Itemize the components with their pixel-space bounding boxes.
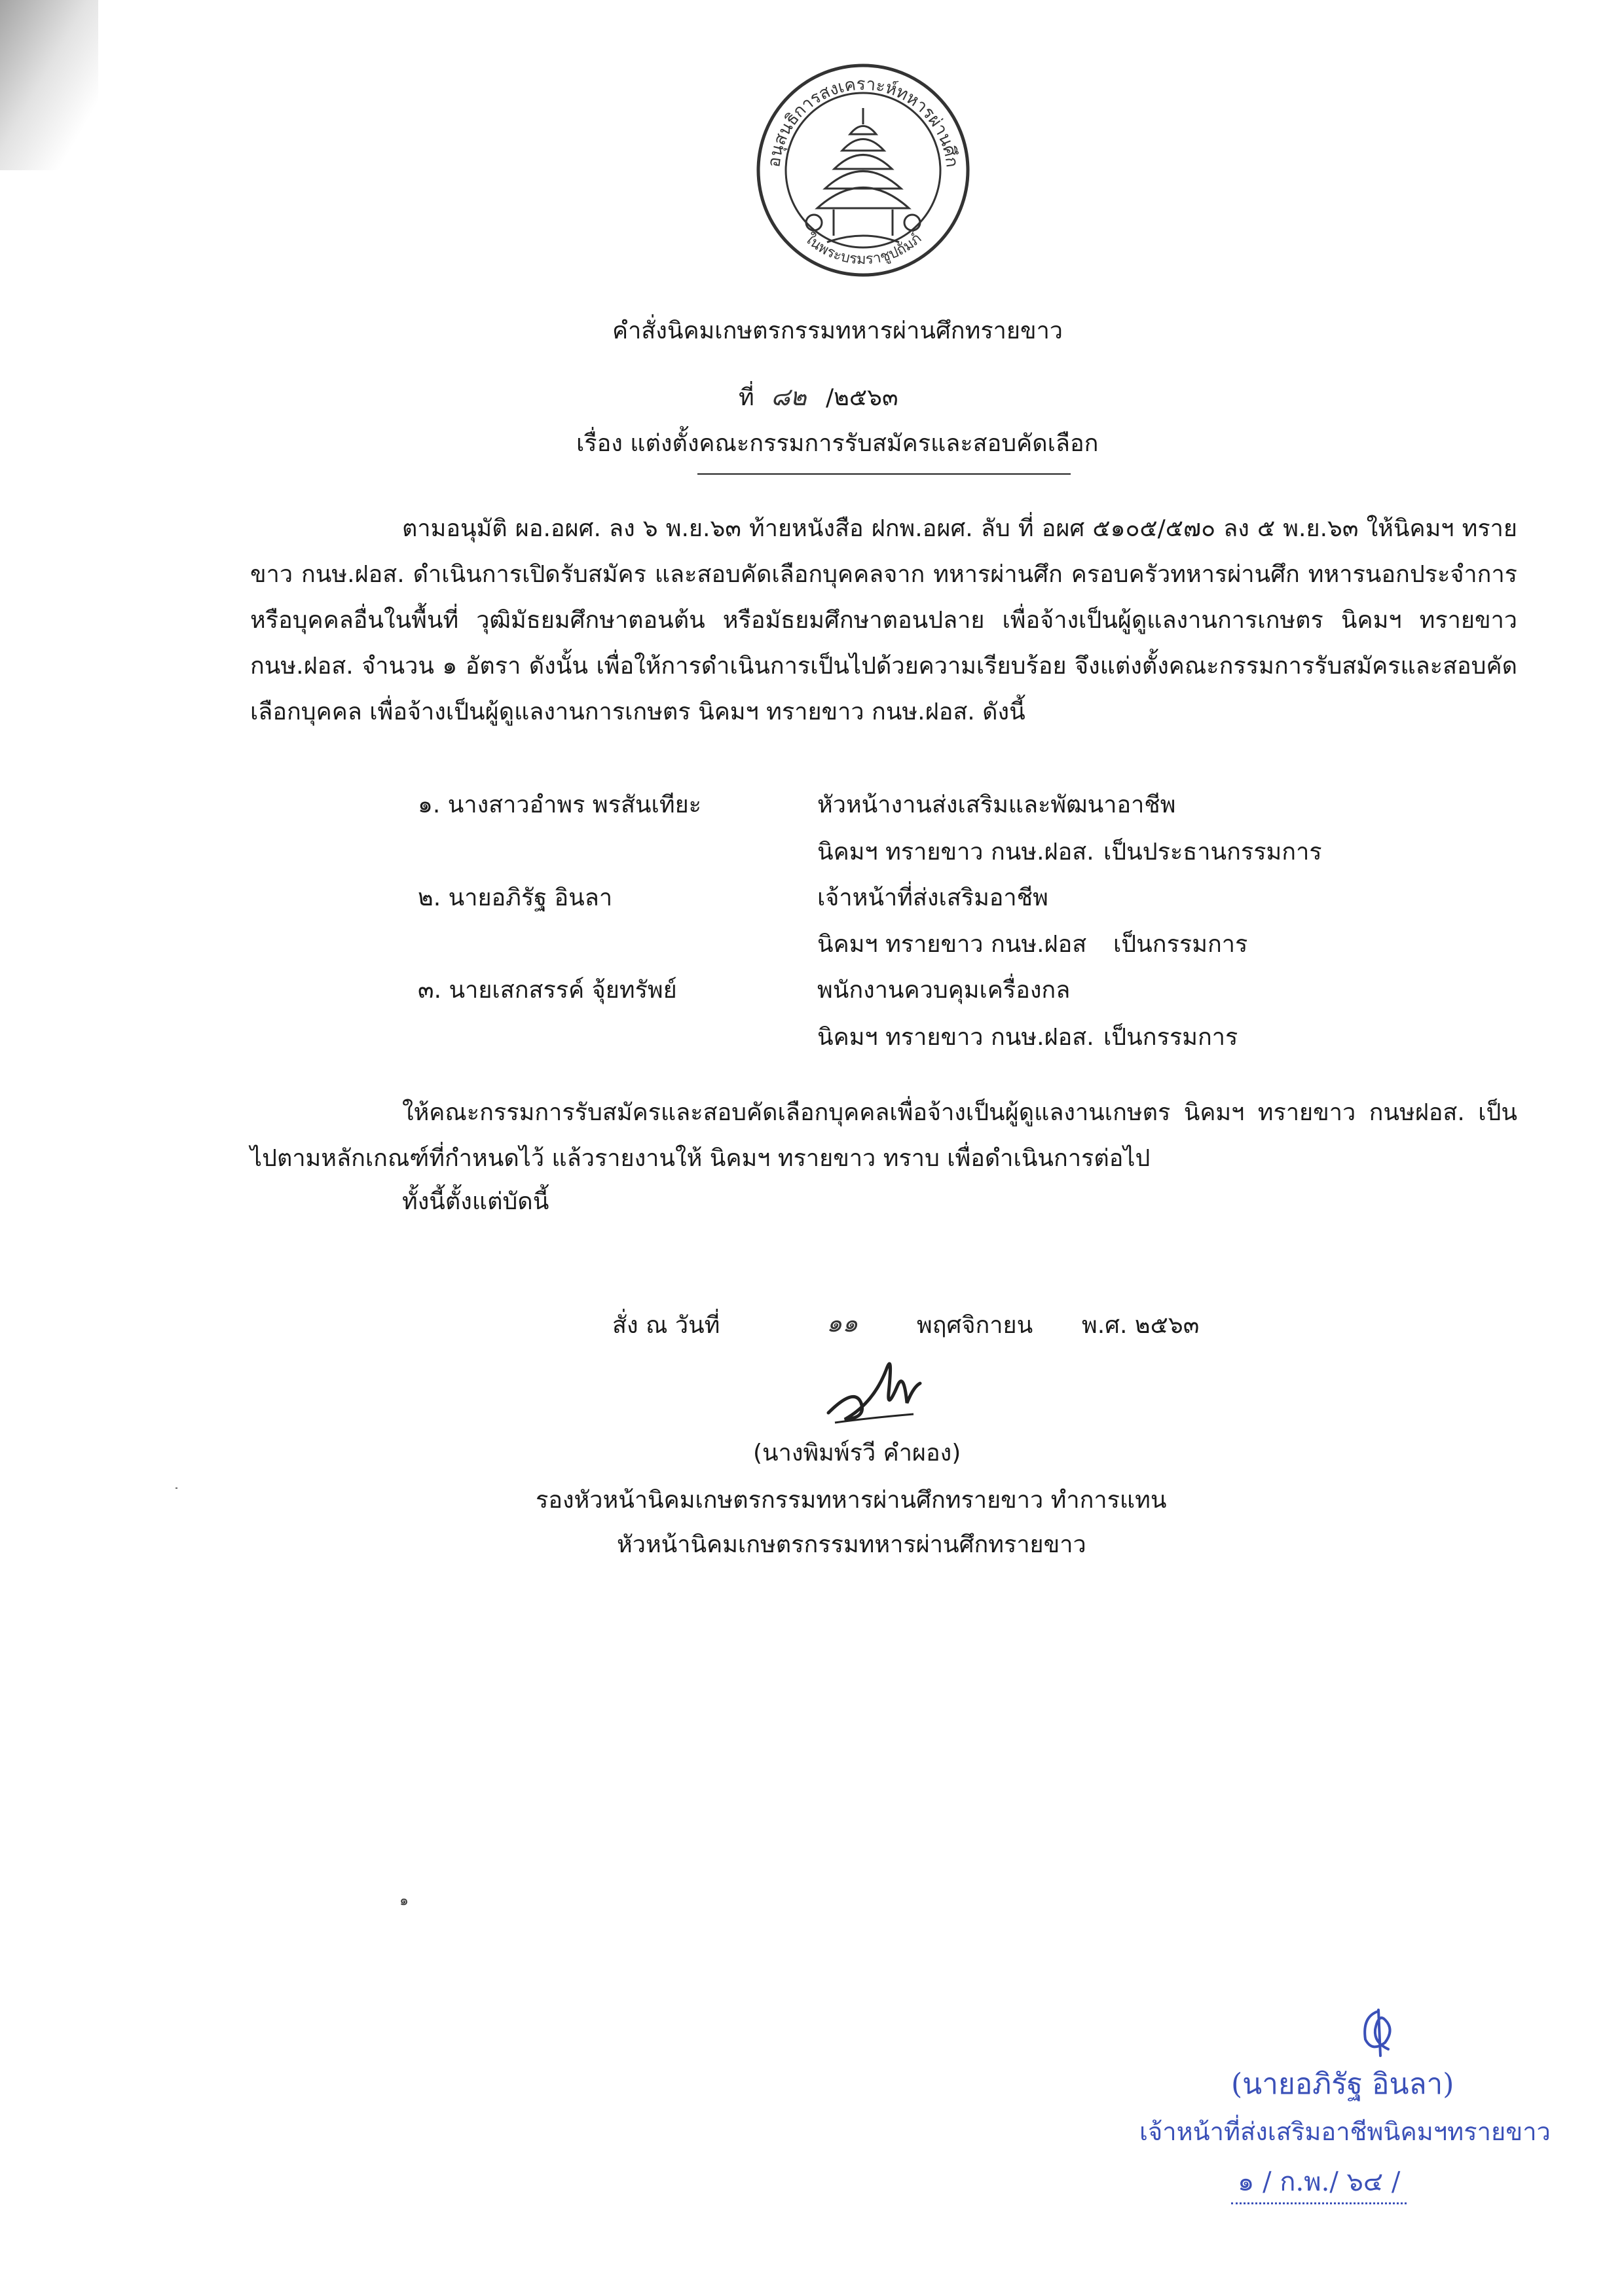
stamp-position: เจ้าหน้าที่ส่งเสริมอาชีพนิคมฯทรายขาว xyxy=(1139,2117,1551,2146)
stamp-date: ๑ / ก.พ./ ๖๔ / xyxy=(1231,2160,1407,2204)
signer-name: (นางพิมพ์รวี คำผอง) xyxy=(753,1440,961,1467)
member-3-position: พนักงานควบคุมเครื่องกล xyxy=(817,977,1071,1004)
order-title: คำสั่งนิคมเกษตรกรรมทหารผ่านศึกทรายขาว xyxy=(612,318,1063,344)
member-1-position: หัวหน้างานส่งเสริมและพัฒนาอาชีพ xyxy=(817,792,1176,818)
header-divider xyxy=(697,473,1071,475)
scan-shadow xyxy=(0,0,98,170)
scan-speck xyxy=(175,1487,177,1489)
order-date-year: พ.ศ. ๒๕๖๓ xyxy=(1082,1312,1200,1339)
signer-title-2: หัวหน้านิคมเกษตรกรรมทหารผ่านศึกทรายขาว xyxy=(617,1531,1086,1558)
stamp-name: (นายอภิรัฐ อินลา) xyxy=(1231,2068,1454,2101)
seal-inner-text: ในพระบรมราชูปถัมภ์ xyxy=(801,230,925,268)
member-2-role: เป็นกรรมการ xyxy=(1113,931,1248,958)
member-3-role: เป็นกรรมการ xyxy=(1103,1024,1238,1051)
effective-clause: ทั้งนี้ตั้งแต่บัดนี้ xyxy=(402,1188,549,1215)
order-number-handwritten: ๘๒ xyxy=(771,382,807,411)
order-date-day: ๑๑ xyxy=(826,1309,858,1338)
member-1-name: ๑. นางสาวอำพร พรสันเทียะ xyxy=(418,792,702,818)
member-2-position: เจ้าหน้าที่ส่งเสริมอาชีพ xyxy=(817,884,1048,911)
signer-title-1: รองหัวหน้านิคมเกษตรกรรมทหารผ่านศึกทรายขาว ทำการแทน xyxy=(536,1487,1167,1514)
order-date-label: สั่ง ณ วันที่ xyxy=(612,1312,720,1339)
member-3-unit: นิคมฯ ทรายขาว กนษ.ฝอส. xyxy=(817,1024,1094,1051)
body-paragraph-2: ให้คณะกรรมการรับสมัครและสอบคัดเลือกบุคคลเพื่อจ้างเป็นผู้ดูแลงานเกษตร นิคมฯ ทรายขาว กนษฝอส. เป็นไปตามหลักเกณฑ์ที่กำหนดไว้ แล้วรายงานให้ นิคมฯ ทรายขาว ทราบ เพื่อดำเนินการต่อไป xyxy=(250,1099,1517,1172)
signature-mark xyxy=(815,1341,927,1432)
member-1-unit: นิคมฯ ทรายขาว กนษ.ฝอส. xyxy=(817,839,1094,866)
member-1-role: เป็นประธานกรรมการ xyxy=(1103,839,1322,866)
member-2-unit: นิคมฯ ทรายขาว กนษ.ฝอส xyxy=(817,931,1087,958)
order-number-suffix: /๒๕๖๓ xyxy=(826,384,898,411)
organization-seal xyxy=(752,46,974,295)
seal-pagoda-icon xyxy=(806,108,920,242)
seal-outer-text: อนุสนธิการสงเคราะห์ทหารผ่านศึก xyxy=(764,74,962,169)
order-date-month: พฤศจิกายน xyxy=(917,1312,1033,1339)
member-3-name: ๓. นายเสกสรรค์ จุ้ยทรัพย์ xyxy=(418,977,677,1004)
order-subject: เรื่อง แต่งตั้งคณะกรรมการรับสมัครและสอบคัดเลือก xyxy=(576,430,1099,457)
initial-mark xyxy=(1349,2003,1408,2062)
scan-dot: ๑ xyxy=(399,1893,409,1909)
body-paragraph-1: ตามอนุมัติ ผอ.อผศ. ลง ๖ พ.ย.๖๓ ท้ายหนังสือ ฝกพ.อผศ. ลับ ที่ อผศ ๕๑๐๕/๕๗๐ ลง ๕ พ.ย.๖๓ ให้นิคมฯ ทรายขาว กนษ.ฝอส. ดำเนินการเปิดรับสมัคร และสอบคัดเลือกบุคคลจาก ทหารผ่านศึก ครอบครัวทหารผ่านศึก ทหารนอกประจำการ หรือบุคคลอื่นในพื้นที่ วุฒิมัธยมศึกษาตอนต้น หรือมัธยมศึกษาตอนปลาย เพื่อจ้างเป็นผู้ดูแลงานการเกษตร นิคมฯ ทรายขาว กนษ.ฝอส. จำนวน ๑ อัตรา ดังนั้น เพื่อให้การดำเนินการเป็นไปด้วยความเรียบร้อย จึงแต่งตั้งคณะกรรมการรับสมัครและสอบคัดเลือกบุคคล เพื่อจ้างเป็นผู้ดูแลงานการเกษตร นิคมฯ ทรายขาว กนษ.ฝอส. ดังนี้ xyxy=(250,515,1517,725)
member-2-name: ๒. นายอภิรัฐ อินลา xyxy=(418,884,613,911)
order-number xyxy=(739,376,898,416)
order-number-prefix: ที่ xyxy=(739,384,754,411)
